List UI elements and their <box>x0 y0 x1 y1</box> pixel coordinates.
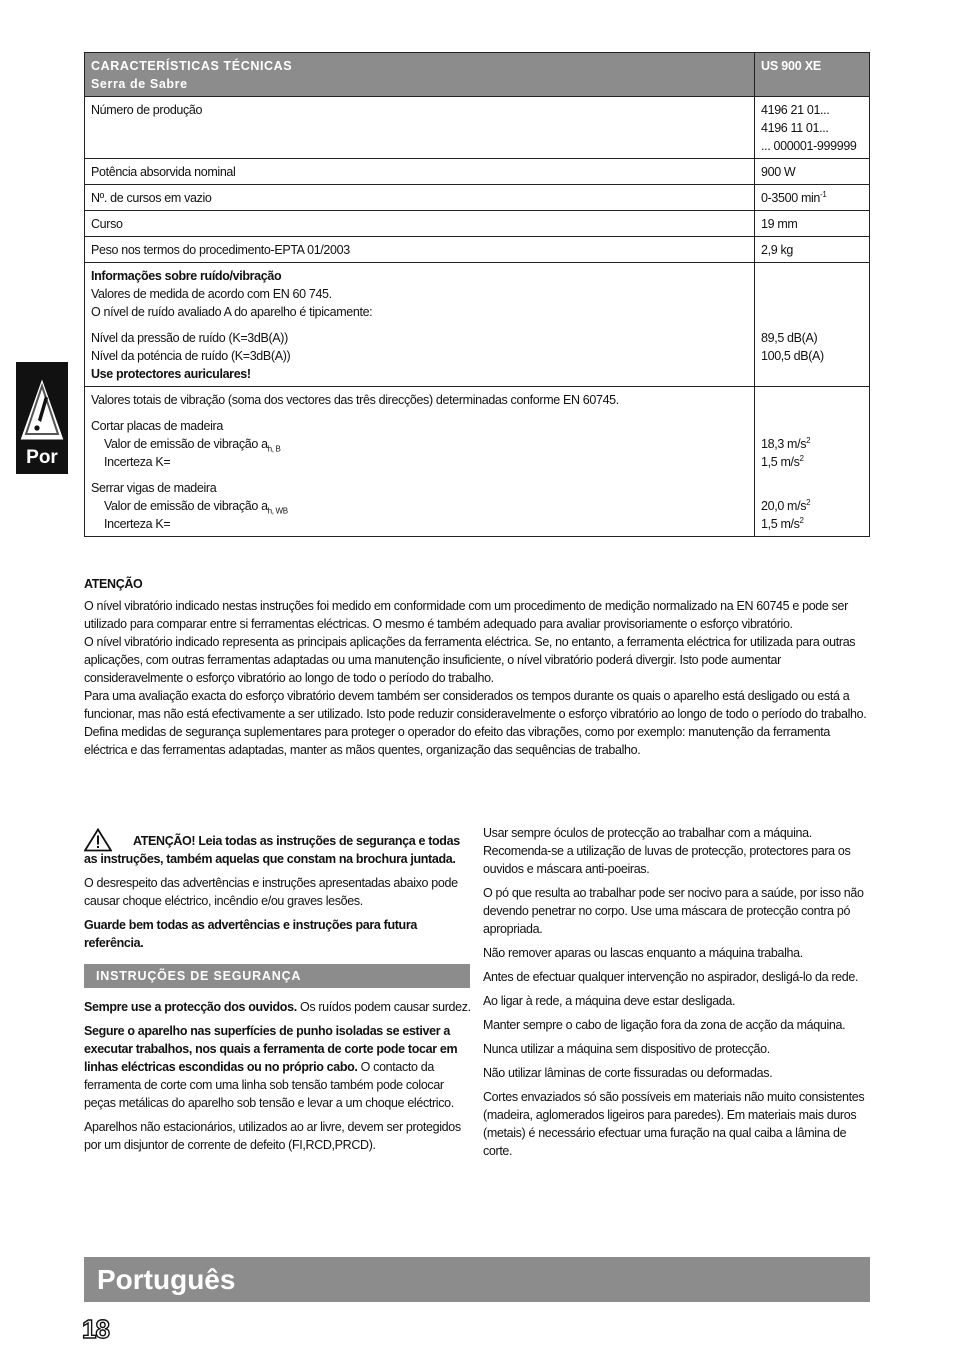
vibration-info <box>85 387 755 537</box>
right-column <box>483 824 875 1166</box>
attention-section <box>84 575 874 759</box>
spec-label: Peso nos termos do procedimento-EPTA 01/2003 <box>85 237 755 263</box>
production-number: 4196 21 01... <box>761 103 830 117</box>
spec-model: US 900 XE <box>755 53 870 97</box>
noise-title: Informações sobre ruído/vibração <box>91 269 282 283</box>
vibration-uncertainty-label: Incerteza K= <box>104 517 171 531</box>
spec-row <box>85 159 870 185</box>
spec-header-title-cell <box>85 53 755 97</box>
safety-paragraph: Nunca utilizar a máquina sem dispositivo de protecção. <box>483 1042 770 1056</box>
safety-warning <box>84 832 474 868</box>
spec-value: 19 mm <box>755 211 870 237</box>
safety-paragraph: Segure o aparelho nas superfícies de punho isoladas se estiver a executar trabalhos, nos quais a ferramenta de corte pode tocar em linhas eléctricas escondidas ou no próprio cabo. O contacto da ferramenta de corte com uma linha sob tensão também pode colocar peças metálicas do aparelho sob tensão e levar a um choque eléctrico. <box>84 1024 458 1110</box>
spec-header-row <box>85 53 870 97</box>
attention-paragraph: O nível vibratório indicado representa as principais aplicações da ferramenta eléctrica. Se, no entanto, a ferramenta eléctrica for utilizada para outras aplicações, com outras ferramentas adaptadas ou uma manutenção insuficiente, o nível vibratório poderá divergir. Isto pode aumentar consideravelmente o esforço vibratório ao longo de todo o período do trabalho. <box>84 635 856 685</box>
safety-paragraph: Não utilizar lâminas de corte fissuradas ou deformadas. <box>483 1066 773 1080</box>
warning-icon <box>84 828 112 857</box>
vibration-uncertainty-value: 1,5 $m/s^2$ <box>761 453 804 469</box>
safety-paragraph: Antes de efectuar qualquer intervenção no aspirador, desligá-lo da rede. <box>483 970 859 984</box>
attention-paragraph: Defina medidas de segurança suplementares para proteger o operador do efeito das vibrações, como por exemplo: manutenção da ferramenta eléctrica e das ferramentas adaptadas, manter as mãos quentes, organização das sequências de trabalho. <box>84 725 830 757</box>
spec-row <box>85 185 870 211</box>
language-title: Português <box>97 1264 236 1295</box>
spec-table <box>84 52 870 537</box>
left-column <box>84 832 474 1160</box>
production-number: 4196 11 01... <box>761 121 829 135</box>
page-number: 18 <box>82 1314 109 1344</box>
safety-paragraph: Não remover aparas ou lascas enquanto a máquina trabalha. <box>483 946 803 960</box>
spec-label: Curso <box>85 211 755 237</box>
spec-value: 900 W <box>755 159 870 185</box>
side-tab-label: Por <box>26 447 58 468</box>
spec-value <box>755 97 870 159</box>
vibration-row <box>85 387 870 537</box>
safety-paragraph: Cortes envaziados só são possíveis em materiais não muito consistentes (madeira, aglomerados ligeiros para paredes). Em materiais mais duros (metais) é necessário efectuar uma furação na qual caiba a lâmina de corte. <box>483 1090 865 1158</box>
safety-paragraph: Aparelhos não estacionários, utilizados ao ar livre, devem ser protegidos por um disjuntor de corrente de defeito (FI,RCD,PRCD). <box>84 1120 461 1152</box>
spec-value-text: 0-3500 min <box>761 191 821 205</box>
noise-line: Valores de medida de acordo com EN 60 745. <box>91 287 332 301</box>
vibration-emission-value: 20,0 $m/s^2$ <box>761 497 811 513</box>
vibration-case-title: Cortar placas de madeira <box>91 419 223 433</box>
noise-pressure-label: Nível da pressão de ruído (K=3dB(A)) <box>91 331 288 345</box>
noise-row <box>85 263 870 387</box>
safety-paragraph: O pó que resulta ao trabalhar pode ser nocivo para a saúde, por isso não devendo penetrar no corpo. Use uma máscara de protecção contra pó apropriada. <box>483 886 864 936</box>
spec-label: Potência absorvida nominal <box>85 159 755 185</box>
noise-power-label: Nível da poténcia de ruído (K=3dB(A)) <box>91 349 291 363</box>
vibration-emission-label: Valor de emissão de vibração $a_{h, WB}$ <box>104 499 288 516</box>
spec-subtitle: Serra de Sabre <box>91 77 188 91</box>
vibration-intro: Valores totais de vibração (soma dos vectores das três direcções) determinadas conforme EN 60745. <box>91 393 619 407</box>
safety-paragraph: O desrespeito das advertências e instruções apresentadas abaixo pode causar choque eléctrico, incêndio e/ou graves lesões. <box>84 876 458 908</box>
vibration-case-title: Serrar vigas de madeira <box>91 481 217 495</box>
safety-paragraph: Manter sempre o cabo de ligação fora da zona de acção da máquina. <box>483 1018 846 1032</box>
spec-value <box>755 185 870 211</box>
vibration-emission-label: Valor de emissão de vibração $a_{h, B}$ <box>104 437 281 454</box>
vibration-uncertainty-value: 1,5 $m/s^2$ <box>761 515 804 531</box>
noise-line: O nível de ruído avaliado A do aparelho é tipicamente: <box>91 305 373 319</box>
noise-info <box>85 263 755 387</box>
noise-protect-note: Use protectores auriculares! <box>91 367 251 381</box>
language-side-tab <box>16 362 68 474</box>
spec-row <box>85 97 870 159</box>
attention-paragraph: Para uma avaliação exacta do esforço vibratório devem também ser considerados os tempos durante os quais o aparelho está desligado ou está a funcionar, mas não está efectivamente a ser utilizado. Isto pode reduzir consideravelmente o esforço vibratório ao longo de todo o período do trabalho. <box>84 689 867 721</box>
safety-paragraph: Sempre use a protecção dos ouvidos. Os ruídos podem causar surdez. <box>84 1000 471 1014</box>
safety-warning-text: ATENÇÃO! Leia todas as instruções de segurança e todas as instruções, também aquelas que constam na brochura juntada. <box>84 834 460 866</box>
spec-label: Nº. de cursos em vazio <box>85 185 755 211</box>
safety-keep-note: Guarde bem todas as advertências e instruções para futura referência. <box>84 918 417 950</box>
spec-value: 2,9 kg <box>755 237 870 263</box>
attention-paragraph: O nível vibratório indicado nestas instruções foi medido em conformidade com um procedimento de medição normalizado na EN 60745 e pode ser utilizado para comparar entre si ferramentas eléctricas. O mesmo é também adequado para avaliar provisoriamente o esforço vibratório. <box>84 599 848 631</box>
spec-row <box>85 211 870 237</box>
vibration-uncertainty-label: Incerteza K= <box>104 455 171 469</box>
attention-title: ATENÇÃO <box>84 577 143 591</box>
spec-row <box>85 237 870 263</box>
language-footer-bar <box>84 1257 870 1302</box>
spec-value-sup: -1 <box>820 189 827 199</box>
warning-triangle-icon <box>18 374 66 449</box>
production-number: ... 000001-999999 <box>761 139 857 153</box>
vibration-emission-value: 18,3 $m/s^2$ <box>761 435 811 451</box>
safety-section-heading: INSTRUÇÕES DE SEGURANÇA <box>84 964 470 988</box>
safety-paragraph: Ao ligar à rede, a máquina deve estar desligada. <box>483 994 736 1008</box>
safety-paragraph: Usar sempre óculos de protecção ao trabalhar com a máquina. Recomenda-se a utilização de luvas de protecção, protectores para os ouvidos e máscara anti-poeiras. <box>483 826 851 876</box>
noise-values <box>755 263 870 387</box>
spec-title: CARACTERÍSTICAS TÉCNICAS <box>91 59 293 73</box>
spec-label: Número de produção <box>85 97 755 159</box>
noise-pressure-value: 89,5 dB(A) <box>761 331 818 345</box>
noise-power-value: 100,5 dB(A) <box>761 349 824 363</box>
vibration-values <box>755 387 870 537</box>
